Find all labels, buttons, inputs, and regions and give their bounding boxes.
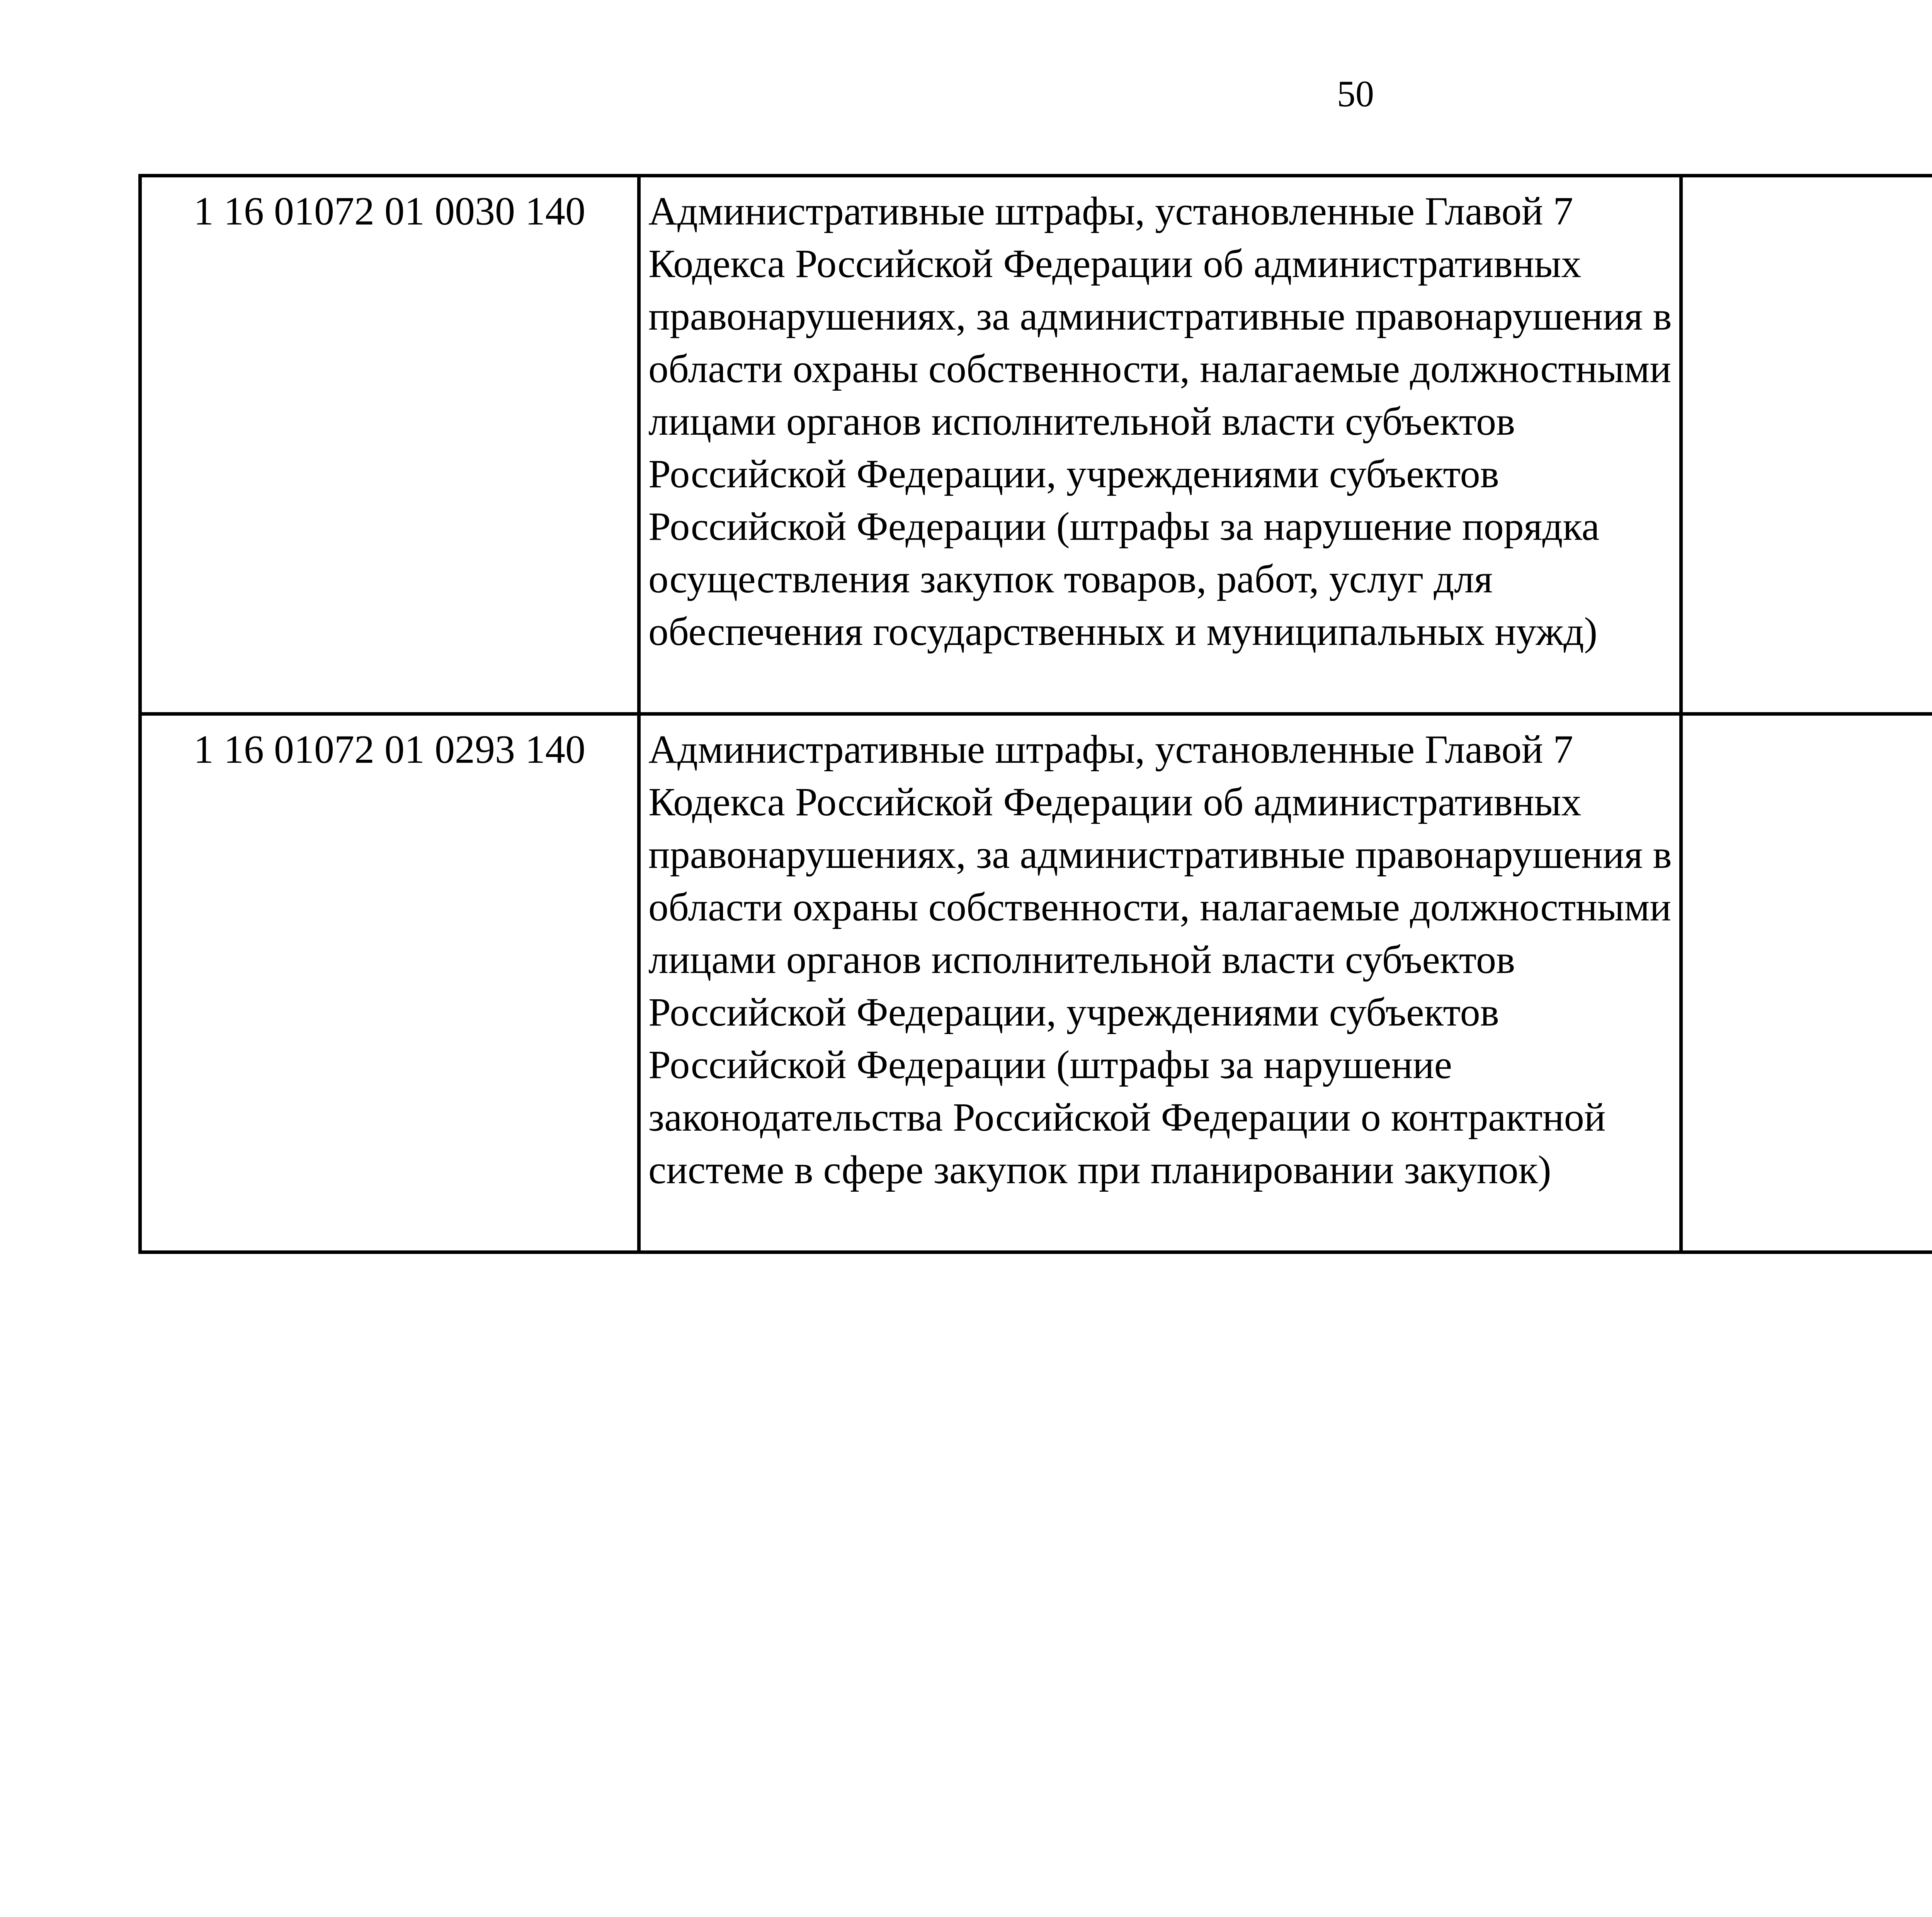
value-cell-1 [1681, 714, 1932, 1252]
budget-code-cell: 1 16 01072 01 0293 140 [140, 714, 639, 1252]
table-row [140, 714, 1932, 1252]
value-cell-1 [1681, 176, 1932, 714]
budget-code-cell: 1 16 01072 01 0030 140 [140, 176, 639, 714]
table-row [140, 176, 1932, 714]
budget-table [138, 174, 1932, 1254]
page-number: 50 [1337, 73, 1374, 114]
description-cell: Административные штрафы, установленные Главой 7 Кодекса Российской Федерации об административных правонарушениях, за административные правонарушения в области охраны собственности, налагаемые должностными лицами органов исполнительной власти субъектов Российской Федерации, учреждениями субъектов Российской Федерации (штрафы за нарушение порядка осуществления закупок товаров, работ, услуг для обеспечения государственных и муниципальных нужд) [639, 176, 1681, 714]
description-cell: Административные штрафы, установленные Главой 7 Кодекса Российской Федерации об административных правонарушениях, за административные правонарушения в области охраны собственности, налагаемые должностными лицами органов исполнительной власти субъектов Российской Федерации, учреждениями субъектов Российской Федерации (штрафы за нарушение законодательства Российской Федерации о контрактной системе в сфере закупок при планировании закупок) [639, 714, 1681, 1252]
